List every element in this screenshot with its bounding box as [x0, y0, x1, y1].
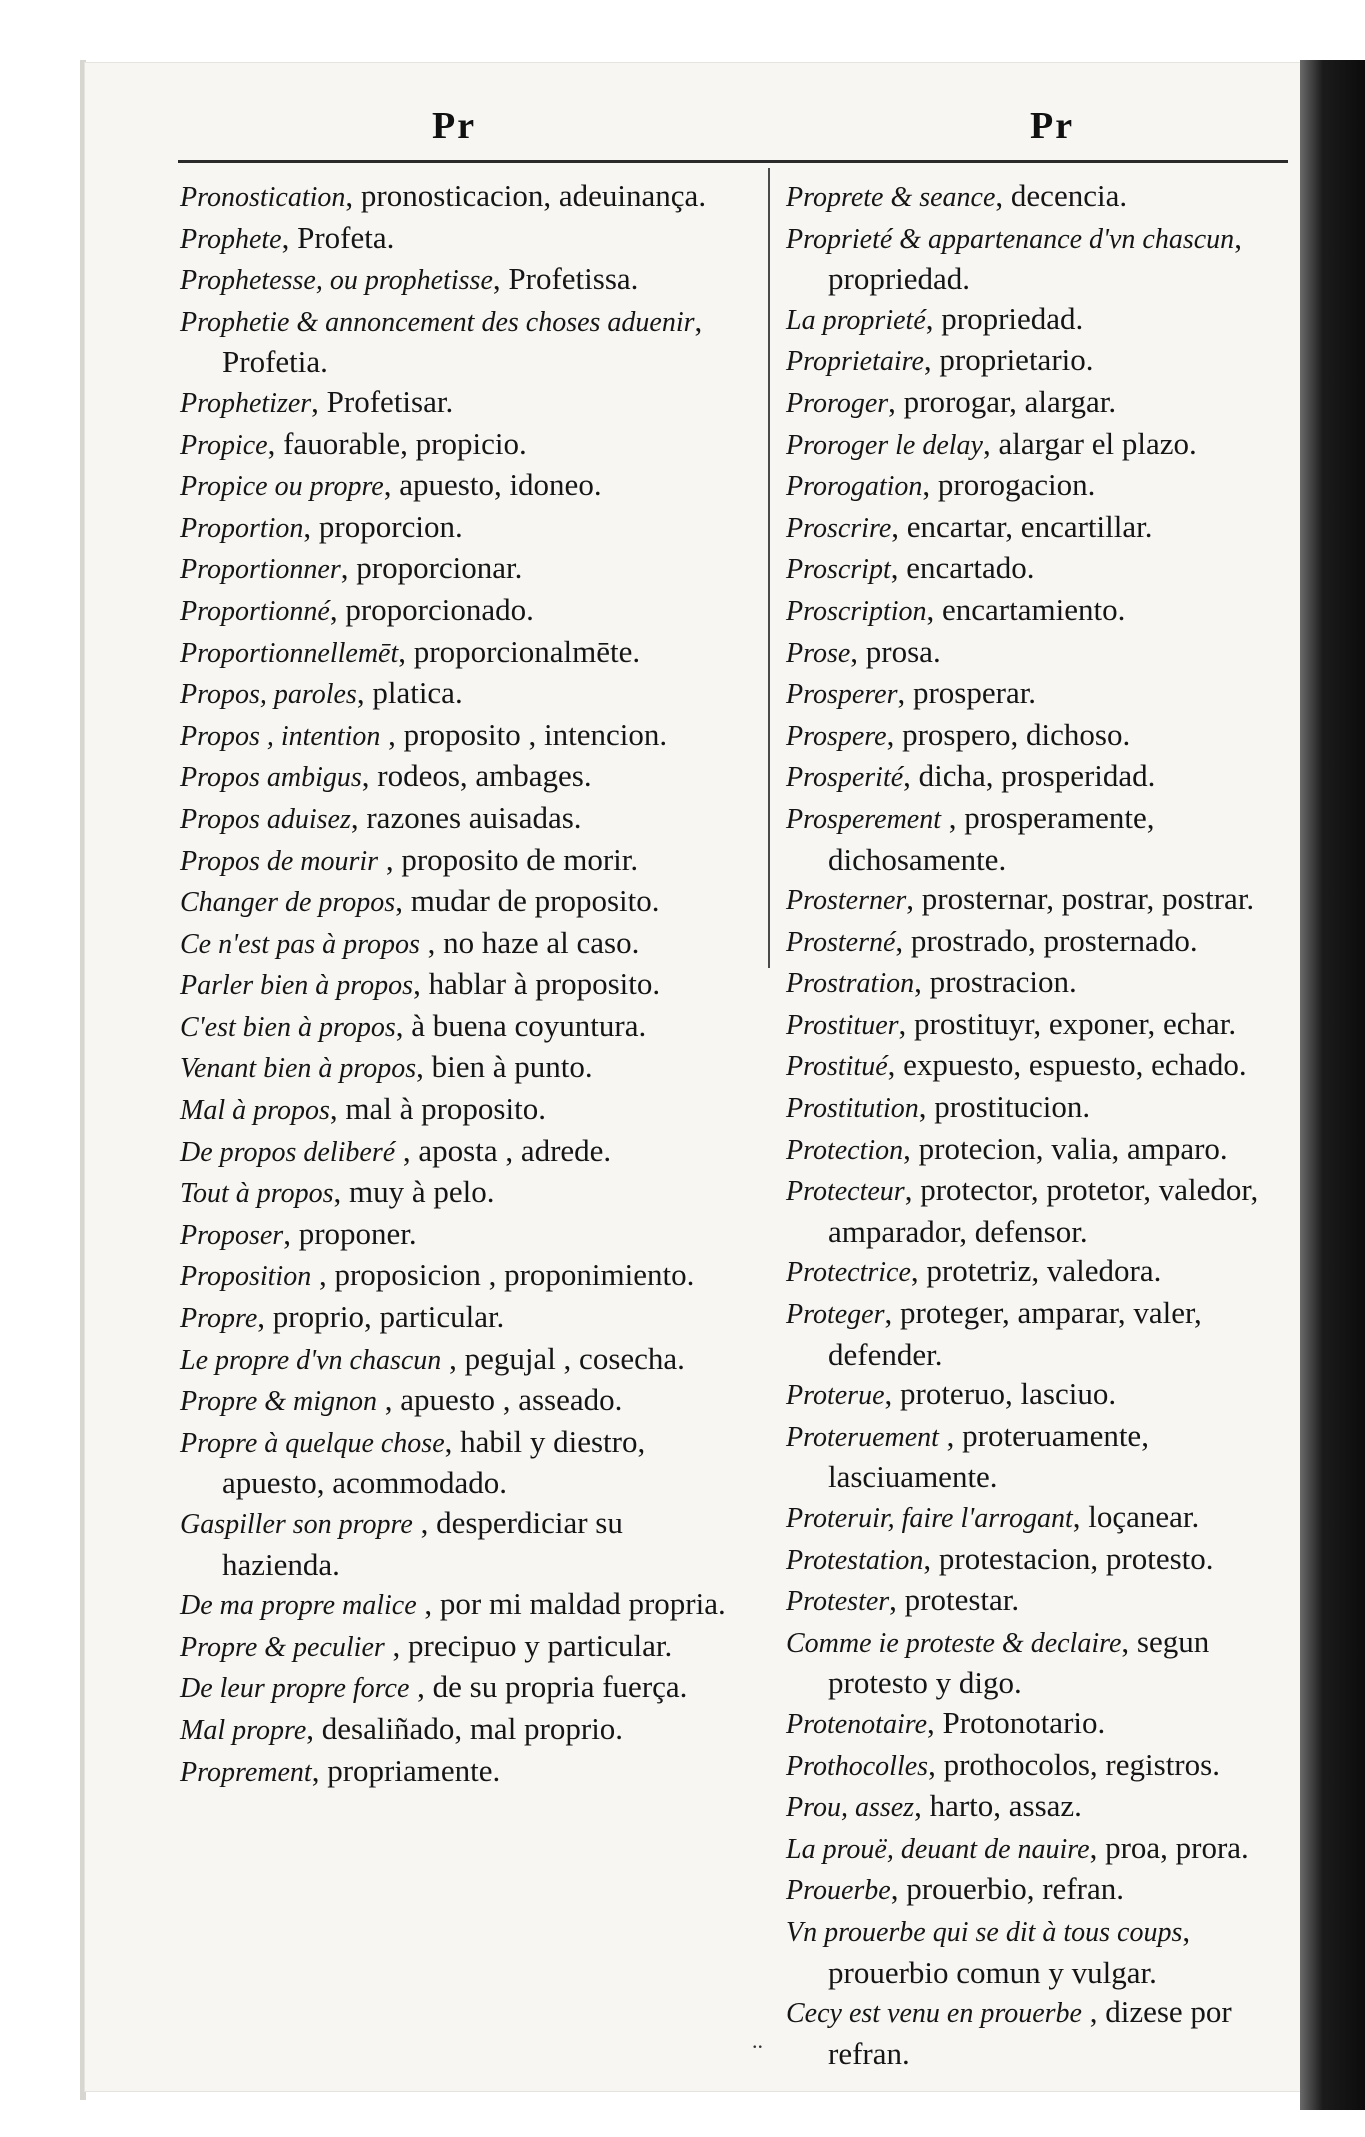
french-headword: Proportionné — [180, 595, 330, 627]
french-headword: Comme ie proteste & declaire — [786, 1627, 1122, 1659]
dictionary-entry — [180, 1214, 740, 1256]
spanish-translation: , protestacion, protesto. — [923, 1540, 1214, 1576]
left-column — [180, 176, 740, 1792]
dictionary-entry — [180, 840, 740, 882]
spanish-translation: , mal à proposito. — [329, 1091, 546, 1127]
french-headword: Prouerbe — [786, 1875, 891, 1907]
spanish-translation: , Protonotario. — [927, 1704, 1106, 1740]
dictionary-entry — [180, 1667, 740, 1709]
dictionary-entry — [180, 548, 740, 590]
dictionary-entry — [180, 1503, 740, 1584]
spanish-translation: , fauorable, propicio. — [267, 425, 527, 461]
dictionary-entry — [786, 1416, 1306, 1497]
dictionary-entry — [786, 382, 1306, 424]
spanish-translation: , hablar à proposito. — [413, 966, 661, 1002]
spanish-translation: , prostracion. — [914, 964, 1077, 1000]
spanish-translation: , prosternar, postrar, postrar. — [906, 881, 1255, 917]
spanish-translation: , precipuo y particular. — [384, 1627, 673, 1663]
dictionary-entry — [180, 798, 740, 840]
dictionary-entry — [786, 632, 1306, 674]
dictionary-entry — [786, 1129, 1306, 1171]
french-headword: Propre à quelque chose — [180, 1427, 445, 1459]
french-headword: Protester — [786, 1586, 890, 1618]
spanish-translation: , razones auisadas. — [350, 799, 582, 835]
dictionary-entry — [786, 921, 1306, 963]
spanish-translation: , proponer. — [283, 1215, 417, 1251]
french-headword: Protection — [786, 1134, 904, 1166]
spanish-translation: , prostrado, prosternado. — [895, 922, 1198, 958]
dictionary-entry — [786, 1497, 1306, 1539]
french-headword: Protectrice — [786, 1257, 911, 1289]
spanish-translation: , protestar. — [889, 1582, 1020, 1618]
spanish-translation: , Profetisar. — [311, 383, 454, 419]
french-headword: Propre & peculier — [180, 1631, 385, 1663]
dictionary-entry — [786, 424, 1306, 466]
french-headword: Prostituer — [786, 1009, 899, 1041]
spanish-translation: , de su propria fuerça. — [409, 1669, 688, 1705]
spanish-translation: , segun protesto y digo. — [828, 1623, 1210, 1701]
french-headword: Parler bien à propos — [180, 970, 414, 1002]
spanish-translation: , habil y diestro, apuesto, acommodado. — [222, 1423, 646, 1501]
french-headword: Ce n'est pas à propos — [180, 928, 420, 960]
dictionary-entry — [786, 218, 1306, 299]
dictionary-entry — [180, 176, 740, 218]
spanish-translation: , proprio, particular. — [257, 1299, 505, 1335]
french-headword: De propos deliberé — [180, 1136, 396, 1168]
spanish-translation: , proteruo, lasciuo. — [884, 1376, 1117, 1412]
french-headword: Prospere — [786, 720, 887, 752]
spanish-translation: , prorogacion. — [922, 467, 1096, 503]
french-headword: C'est bien à propos — [180, 1011, 396, 1043]
dictionary-entry — [786, 465, 1306, 507]
french-headword: Changer de propos — [180, 887, 396, 919]
french-headword: Prophetesse, ou prophetisse — [180, 265, 493, 297]
french-headword: Le propre d'vn chascun — [180, 1344, 442, 1376]
spanish-translation: , expuesto, espuesto, echado. — [887, 1047, 1247, 1083]
dictionary-entry — [786, 879, 1306, 921]
french-headword: Propos ambigus — [180, 762, 362, 794]
spanish-translation: , proporcionado. — [329, 591, 534, 627]
french-headword: Prostitution — [786, 1093, 919, 1125]
spanish-translation: , prothocolos, registros. — [928, 1746, 1220, 1782]
dictionary-entry — [180, 1089, 740, 1131]
spanish-translation: , protetriz, valedora. — [910, 1253, 1162, 1289]
spanish-translation: , prosa. — [850, 633, 941, 669]
dictionary-entry — [786, 590, 1306, 632]
dictionary-entry — [180, 1339, 740, 1381]
dictionary-entry — [786, 1911, 1306, 1992]
french-headword: Mal propre — [180, 1714, 307, 1746]
footer-mark: .. — [752, 2028, 763, 2053]
spanish-translation: , propriedad. — [828, 219, 1242, 297]
french-headword: Proteruir, faire l'arrogant — [786, 1503, 1073, 1534]
spanish-translation: , prostituyr, exponer, echar. — [898, 1005, 1237, 1041]
spanish-translation: , proposito de morir. — [378, 841, 639, 877]
dictionary-entry — [786, 798, 1306, 879]
french-headword: Propos, paroles — [180, 679, 357, 711]
dictionary-entry — [180, 715, 740, 757]
spanish-translation: , mudar de proposito. — [395, 883, 660, 919]
dictionary-entry — [180, 632, 740, 674]
french-headword: La proprieté — [786, 304, 926, 336]
dictionary-entry — [786, 1045, 1306, 1087]
french-headword: Mal à propos — [180, 1095, 330, 1127]
dictionary-entry — [180, 1626, 740, 1668]
dictionary-entry — [180, 590, 740, 632]
dictionary-entry — [180, 1709, 740, 1751]
spanish-translation: , apuesto, idoneo. — [383, 467, 602, 503]
dictionary-entry — [180, 673, 740, 715]
spanish-translation: , prouerbio, refran. — [890, 1871, 1124, 1907]
dictionary-entry — [786, 1087, 1306, 1129]
dictionary-entry — [786, 1580, 1306, 1622]
dictionary-entry — [786, 1745, 1306, 1787]
dictionary-entry — [180, 218, 740, 260]
spanish-translation: , harto, assaz. — [914, 1788, 1082, 1824]
french-headword: Proscript — [786, 554, 891, 586]
spanish-translation: , pronosticacion, adeuinança. — [345, 178, 707, 213]
dictionary-entry — [180, 382, 740, 424]
dictionary-entry — [786, 1293, 1306, 1374]
french-headword: Proprement — [180, 1756, 312, 1788]
spanish-translation: , encartamiento. — [926, 591, 1126, 627]
dictionary-entry — [786, 299, 1306, 341]
spanish-translation: , por mi maldad propria. — [416, 1586, 726, 1622]
spanish-translation: , protecion, valia, amparo. — [903, 1130, 1228, 1166]
column-divider — [768, 168, 770, 968]
spanish-translation: , muy à pelo. — [333, 1174, 495, 1210]
french-headword: Proportionnellemēt — [180, 637, 399, 669]
dictionary-entry — [786, 1786, 1306, 1828]
french-headword: Prou, assez — [786, 1792, 915, 1824]
spanish-translation: , pegujal , cosecha. — [441, 1340, 685, 1376]
french-headword: Proterue — [786, 1380, 885, 1412]
spanish-translation: , proporcion. — [303, 508, 463, 544]
dictionary-entry — [786, 673, 1306, 715]
dictionary-entry — [180, 964, 740, 1006]
french-headword: Propos de mourir — [180, 845, 379, 877]
french-headword: Prosperement — [786, 803, 941, 835]
dictionary-entry — [180, 1380, 740, 1422]
french-headword: Venant bien à propos — [180, 1053, 417, 1085]
french-headword: Prostitué — [786, 1051, 888, 1083]
spanish-translation: , proteruamente, lasciuamente. — [828, 1417, 1149, 1495]
spanish-translation: , bien à punto. — [416, 1049, 593, 1085]
spanish-translation: , encartar, encartillar. — [891, 508, 1153, 544]
spanish-translation: , proporcionalmēte. — [398, 633, 641, 669]
dictionary-entry — [180, 923, 740, 965]
french-headword: Proprete & seance — [786, 182, 996, 213]
french-headword: Prorogation — [786, 471, 923, 503]
spanish-translation: , apuesto , asseado. — [377, 1382, 623, 1418]
dictionary-entry — [786, 1374, 1306, 1416]
french-headword: Proposer — [180, 1219, 284, 1251]
spanish-translation: , protector, protetor, valedor, amparador, defensor. — [828, 1172, 1259, 1249]
spanish-translation: , aposta , adrede. — [395, 1132, 612, 1168]
dictionary-entry — [180, 881, 740, 923]
spanish-translation: , proa, prora. — [1089, 1829, 1249, 1865]
french-headword: Protecteur — [786, 1176, 905, 1208]
dictionary-entry — [786, 1251, 1306, 1293]
dictionary-entry — [180, 465, 740, 507]
french-headword: Propice ou propre — [180, 471, 384, 503]
dictionary-entry — [180, 301, 740, 382]
french-headword: Cecy est venu en prouerbe — [786, 1998, 1082, 2030]
spanish-translation: , prostitucion. — [918, 1089, 1091, 1125]
french-headword: Proposition — [180, 1261, 312, 1293]
french-headword: De ma propre malice — [180, 1590, 417, 1622]
spanish-translation: , propriamente. — [311, 1752, 501, 1788]
french-headword: Pronostication — [180, 182, 346, 213]
french-headword: Propre & mignon — [180, 1386, 378, 1418]
dictionary-entry — [180, 1172, 740, 1214]
spanish-translation: , rodeos, ambages. — [361, 758, 592, 794]
french-headword: Proroger le delay — [786, 429, 983, 461]
french-headword: Propos , intention — [180, 720, 381, 752]
dictionary-entry — [180, 259, 740, 301]
spanish-translation: , desperdiciar su hazienda. — [222, 1505, 623, 1582]
running-head-right: Pr — [1030, 105, 1075, 147]
french-headword: Proteruement — [786, 1421, 939, 1453]
french-headword: Propice — [180, 429, 268, 461]
dictionary-entry — [180, 1297, 740, 1339]
dictionary-entry — [786, 1004, 1306, 1046]
running-head-left: Pr — [432, 105, 477, 147]
spanish-translation: , Profetia. — [222, 302, 703, 380]
french-headword: Protenotaire — [786, 1708, 928, 1740]
french-headword: Protestation — [786, 1544, 924, 1576]
dictionary-entry — [180, 1255, 740, 1297]
french-headword: Prophetie & annoncement des choses aduenir — [180, 306, 695, 338]
spanish-translation: , loçanear. — [1072, 1499, 1200, 1534]
dictionary-entry — [180, 1047, 740, 1089]
spanish-translation: , à buena coyuntura. — [395, 1007, 647, 1043]
book-spine — [1300, 60, 1365, 2110]
dictionary-entry — [180, 507, 740, 549]
dictionary-entry — [786, 1869, 1306, 1911]
french-headword: Gaspiller son propre — [180, 1509, 413, 1540]
spanish-translation: , proteger, amparar, valer, defender. — [828, 1295, 1202, 1372]
dictionary-entry — [786, 756, 1306, 798]
french-headword: Vn prouerbe qui se dit à tous coups — [786, 1916, 1183, 1948]
dictionary-entry — [786, 1703, 1306, 1745]
spanish-translation: , prosperar. — [897, 675, 1037, 711]
french-headword: La prouë, deuant de nauire — [786, 1833, 1090, 1865]
french-headword: Propre — [180, 1303, 258, 1335]
spanish-translation: , proporcionar. — [340, 550, 523, 586]
dictionary-entry — [786, 1828, 1306, 1870]
dictionary-entry — [180, 1131, 740, 1173]
dictionary-entry — [786, 715, 1306, 757]
dictionary-entry — [786, 1992, 1306, 2073]
dictionary-entry — [786, 1170, 1306, 1251]
spanish-translation: , prorogar, alargar. — [888, 383, 1117, 419]
dictionary-entry — [786, 176, 1306, 218]
spanish-translation: , prosperamente, dichosamente. — [828, 799, 1155, 877]
spanish-translation: , platica. — [356, 675, 463, 711]
spanish-translation: , no haze al caso. — [419, 924, 640, 960]
header-rule — [178, 160, 1288, 163]
french-headword: Proscription — [786, 595, 927, 627]
spanish-translation: , decencia. — [995, 178, 1128, 213]
dictionary-entry — [180, 1006, 740, 1048]
dictionary-entry — [180, 1584, 740, 1626]
dictionary-entry — [786, 1539, 1306, 1581]
spanish-translation: , proposicion , proponimiento. — [311, 1257, 695, 1293]
spanish-translation: , dicha, prosperidad. — [903, 758, 1156, 794]
dictionary-entry — [786, 1622, 1306, 1703]
dictionary-entry — [180, 1422, 740, 1503]
french-headword: Prose — [786, 637, 851, 669]
french-headword: Proroger — [786, 387, 889, 419]
french-headword: Proscrire — [786, 512, 892, 544]
spanish-translation: , dizese por refran. — [828, 1994, 1232, 2071]
dictionary-entry — [180, 1751, 740, 1793]
french-headword: Prosperer — [786, 679, 898, 711]
french-headword: Prostration — [786, 968, 915, 1000]
spanish-translation: , proprietario. — [923, 342, 1094, 378]
spanish-translation: , proposito , intencion. — [380, 716, 668, 752]
spanish-translation: , alargar el plazo. — [982, 425, 1197, 461]
french-headword: Proportion — [180, 512, 304, 544]
french-headword: Prophete — [180, 223, 282, 255]
french-headword: Prosterner — [786, 885, 907, 917]
french-headword: Proteger — [786, 1299, 885, 1331]
french-headword: Propos aduisez — [180, 803, 351, 835]
dictionary-entry — [786, 548, 1306, 590]
dictionary-entry — [786, 962, 1306, 1004]
spanish-translation: , prospero, dichoso. — [886, 716, 1131, 752]
dictionary-entry — [180, 424, 740, 466]
dictionary-entry — [786, 340, 1306, 382]
french-headword: Tout à propos — [180, 1178, 334, 1210]
right-column — [786, 176, 1306, 2073]
french-headword: Proprietaire — [786, 346, 924, 378]
spanish-translation: , encartado. — [890, 550, 1035, 586]
french-headword: Prothocolles — [786, 1750, 929, 1782]
spanish-translation: , prouerbio comun y vulgar. — [828, 1912, 1191, 1990]
spanish-translation: , Profeta. — [281, 219, 395, 255]
french-headword: Prosperité — [786, 762, 904, 794]
french-headword: De leur propre force — [180, 1673, 410, 1705]
french-headword: Prophetizer — [180, 387, 312, 419]
french-headword: Proportionner — [180, 554, 341, 586]
dictionary-entry — [180, 756, 740, 798]
spanish-translation: , propriedad. — [925, 300, 1084, 336]
french-headword: Prosterné — [786, 926, 896, 958]
dictionary-entry — [786, 507, 1306, 549]
spanish-translation: , desaliñado, mal proprio. — [306, 1710, 624, 1746]
spanish-translation: , Profetissa. — [492, 261, 639, 297]
french-headword: Proprieté & appartenance d'vn chascun — [786, 223, 1235, 255]
